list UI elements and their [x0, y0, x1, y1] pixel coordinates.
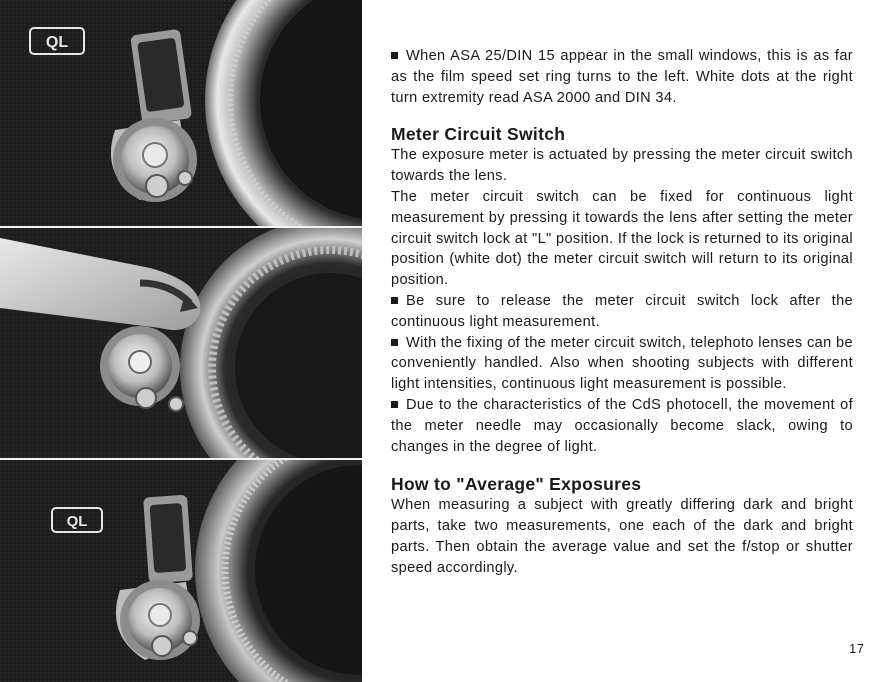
bullet-paragraph: Be sure to release the meter circuit switch lock after the continuous light measurement. — [391, 291, 853, 333]
photo-meter-switch-locked — [0, 460, 362, 682]
meter-circuit-switch-heading: Meter Circuit Switch — [391, 124, 566, 145]
ql-badge-bottom: QL — [66, 513, 88, 530]
ql-badge-top: QL — [45, 34, 69, 51]
average-exposures-heading: How to "Average" Exposures — [391, 474, 642, 495]
page-number: 17 — [849, 641, 865, 656]
body-paragraph: The meter circuit switch can be fixed for continuous light measurement by pressing it towards the lens after setting the meter circuit switch lock at "L" position. If the lock is returned to its original position (white dot) the meter circuit switch will return to its original position. — [391, 188, 853, 289]
manual-text — [391, 46, 853, 579]
film-speed-note: When ASA 25/DIN 15 appear in the small windows, this is as far as the film speed set ring turns to the left. White dots at the right turn extremity read ASA 2000 and DIN 34. — [391, 46, 853, 108]
photo-meter-switch-default — [0, 0, 362, 228]
body-paragraph: When measuring a subject with greatly differing dark and bright parts, take two measurements, one each of the dark and bright parts. Then obtain the average value and set the f/stop or shutter speed accordingly. — [391, 497, 853, 576]
photo-finger-pressing-switch — [0, 228, 362, 460]
body-paragraph: The exposure meter is actuated by pressing the meter circuit switch towards the lens. — [391, 147, 853, 185]
camera-photos — [0, 0, 362, 682]
bullet-paragraph: With the fixing of the meter circuit switch, telephoto lenses can be conveniently handled. Also when shooting subjects with different light intensities, continuous light measurement is possible. — [391, 333, 853, 395]
bullet-paragraph: Due to the characteristics of the CdS photocell, the movement of the meter needle may occasionally become slack, owing to changes in the degree of light. — [391, 395, 853, 457]
